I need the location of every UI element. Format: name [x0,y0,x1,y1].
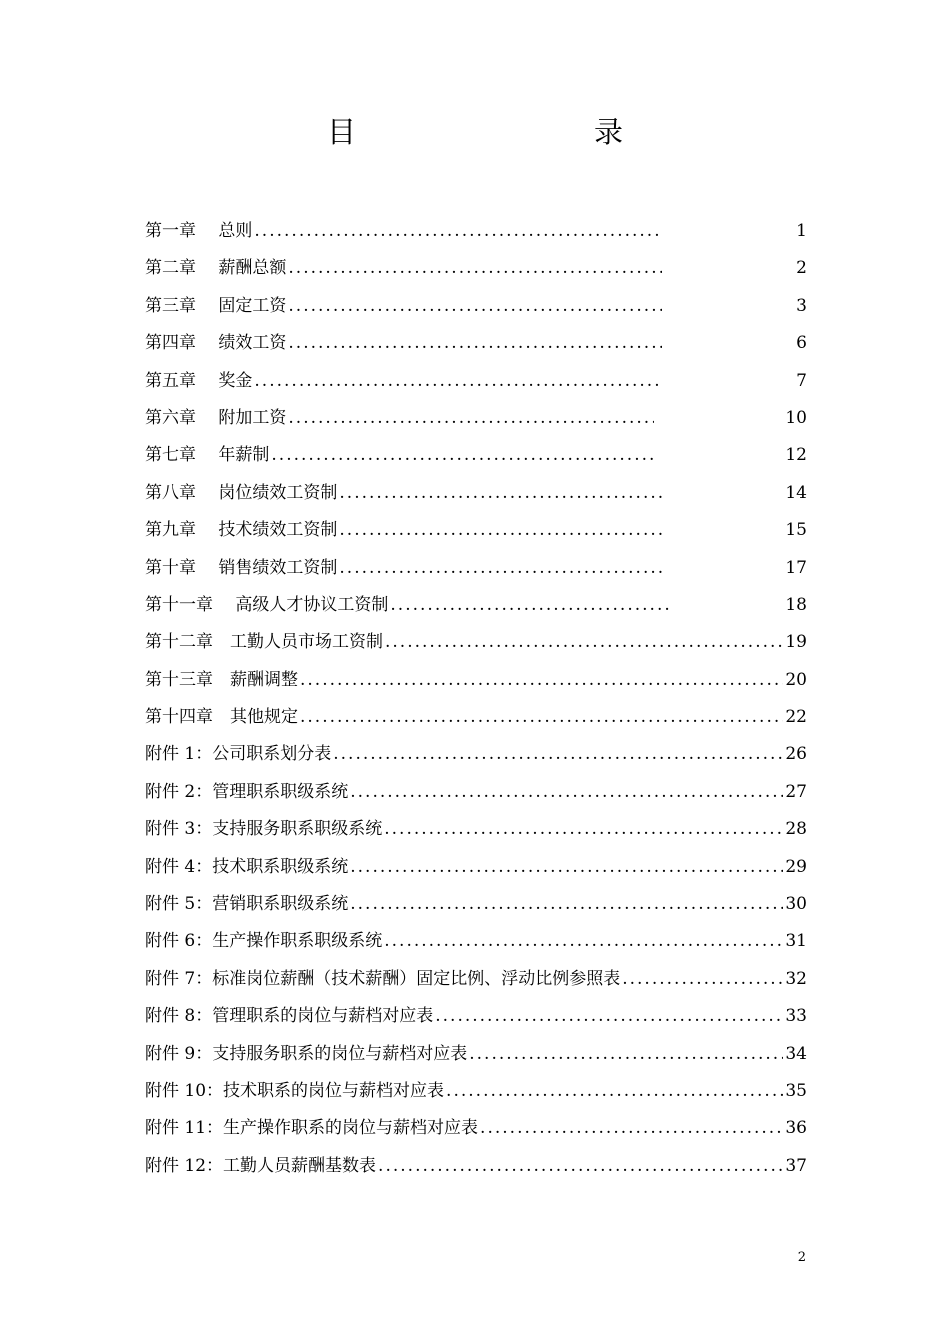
toc-entry[interactable] [145,213,807,250]
toc-entry-page: 37 [785,1155,807,1176]
toc-entry-page: 36 [785,1118,807,1139]
dot-leader [390,587,672,624]
toc-entry-page: 19 [785,632,807,653]
dot-leader [339,512,665,549]
dot-leader [350,774,783,811]
toc-entry[interactable] [145,961,807,998]
toc-entry-page: 27 [785,781,807,802]
dot-leader [300,662,783,699]
dot-leader [469,1036,783,1073]
toc-entry-label: 第九章 技术绩效工资制 [145,520,338,541]
toc-entry[interactable] [145,437,807,474]
toc-entry[interactable] [145,662,807,699]
toc-entry-label: 第十二章 工勤人员市场工资制 [145,632,383,653]
toc-entry[interactable] [145,363,807,400]
toc-entry-label: 第十三章 薪酬调整 [145,669,298,690]
dot-leader [384,811,783,848]
toc-entry-label: 附件 12：工勤人员薪酬基数表 [145,1155,377,1176]
toc-entry[interactable] [145,699,807,736]
toc-entry-label: 附件 5：营销职系职级系统 [145,894,349,915]
toc-entry-label: 附件 10：技术职系的岗位与薪档对应表 [145,1080,445,1101]
toc-entry-page: 2 [796,258,807,279]
toc-entry[interactable] [145,624,807,661]
toc-entry-page: 6 [796,333,807,354]
toc-entry[interactable] [145,811,807,848]
toc-entry-label: 第六章 附加工资 [145,407,287,428]
toc-entry-label: 附件 7：标准岗位薪酬（技术薪酬）固定比例、浮动比例参照表 [145,968,621,989]
toc-entry-label: 附件 3：支持服务职系职级系统 [145,819,383,840]
dot-leader [288,288,662,325]
toc-entry-page: 30 [785,894,807,915]
toc-entry[interactable] [145,1073,807,1110]
toc-entry[interactable] [145,587,807,624]
dot-leader [339,550,665,587]
toc-entry-label: 附件 9：支持服务职系的岗位与薪档对应表 [145,1043,468,1064]
toc-entry-page: 15 [785,520,807,541]
toc-entry-label: 第十一章 高级人才协议工资制 [145,594,389,615]
toc-entry[interactable] [145,1110,807,1147]
toc-entry[interactable] [145,736,807,773]
toc-entry-label: 第一章 总则 [145,221,253,241]
toc-entry[interactable] [145,886,807,923]
toc-entry-page: 18 [785,594,807,615]
dot-leader [385,624,783,661]
toc-entry-label: 附件 1：公司职系划分表 [145,744,332,765]
toc-entry[interactable] [145,849,807,886]
dot-leader [288,400,654,437]
dot-leader [271,437,654,474]
dot-leader [254,363,658,400]
toc-entry[interactable] [145,325,807,362]
toc-entry-label: 附件 8：管理职系的岗位与薪档对应表 [145,1006,434,1027]
toc-entry-page: 34 [785,1043,807,1064]
dot-leader [350,886,783,923]
dot-leader [333,736,783,773]
toc-entry-page: 7 [796,370,807,391]
toc-entry-page: 28 [785,819,807,840]
dot-leader [622,961,783,998]
toc-entry-page: 22 [785,707,807,728]
toc-entry-label: 附件 2：管理职系职级系统 [145,781,349,802]
toc-entry-page: 17 [785,557,807,578]
toc-entry-page: 20 [785,669,807,690]
toc-entry-label: 第七章 年薪制 [145,445,270,466]
toc-entry-page: 14 [785,482,807,503]
toc-entry-page: 32 [785,968,807,989]
toc-entry-page: 31 [785,931,807,952]
toc-entry-label: 第三章 固定工资 [145,295,287,316]
toc-entry-label: 第八章 岗位绩效工资制 [145,482,338,503]
toc-entry-page: 35 [785,1080,807,1101]
toc-entry[interactable] [145,774,807,811]
dot-leader [288,325,662,362]
toc-entry-label: 附件 4：技术职系职级系统 [145,856,349,877]
toc-entry-label: 第二章 薪酬总额 [145,258,287,279]
toc-entry[interactable] [145,288,807,325]
toc-entry-page: 12 [785,445,807,466]
toc-entry-page: 1 [796,221,807,241]
toc-entry-label: 附件 6：生产操作职系职级系统 [145,931,383,952]
dot-leader [254,213,658,250]
dot-leader [300,699,783,736]
table-of-contents [145,213,807,1185]
toc-entry[interactable] [145,550,807,587]
dot-leader [446,1073,783,1110]
toc-entry-page: 10 [785,407,807,428]
page-title: 目 录 [326,115,683,149]
page-number: 2 [797,1250,806,1265]
toc-entry-page: 26 [785,744,807,765]
toc-entry[interactable] [145,250,807,287]
dot-leader [480,1110,783,1147]
toc-entry[interactable] [145,475,807,512]
toc-entry[interactable] [145,923,807,960]
toc-entry-label: 第四章 绩效工资 [145,333,287,354]
toc-entry[interactable] [145,512,807,549]
toc-entry[interactable] [145,400,807,437]
toc-entry-page: 3 [796,295,807,316]
toc-entry[interactable] [145,1036,807,1073]
dot-leader [350,849,783,886]
dot-leader [384,923,783,960]
toc-entry-label: 第五章 奖金 [145,370,253,391]
toc-entry-label: 第十章 销售绩效工资制 [145,557,338,578]
dot-leader [288,250,662,287]
toc-entry-page: 33 [785,1006,807,1027]
toc-entry[interactable] [145,998,807,1035]
toc-entry-label: 附件 11：生产操作职系的岗位与薪档对应表 [145,1118,479,1139]
toc-entry-label: 第十四章 其他规定 [145,707,298,728]
dot-leader [378,1148,783,1185]
toc-entry[interactable] [145,1148,807,1185]
toc-entry-page: 29 [785,856,807,877]
dot-leader [339,475,665,512]
dot-leader [435,998,783,1035]
